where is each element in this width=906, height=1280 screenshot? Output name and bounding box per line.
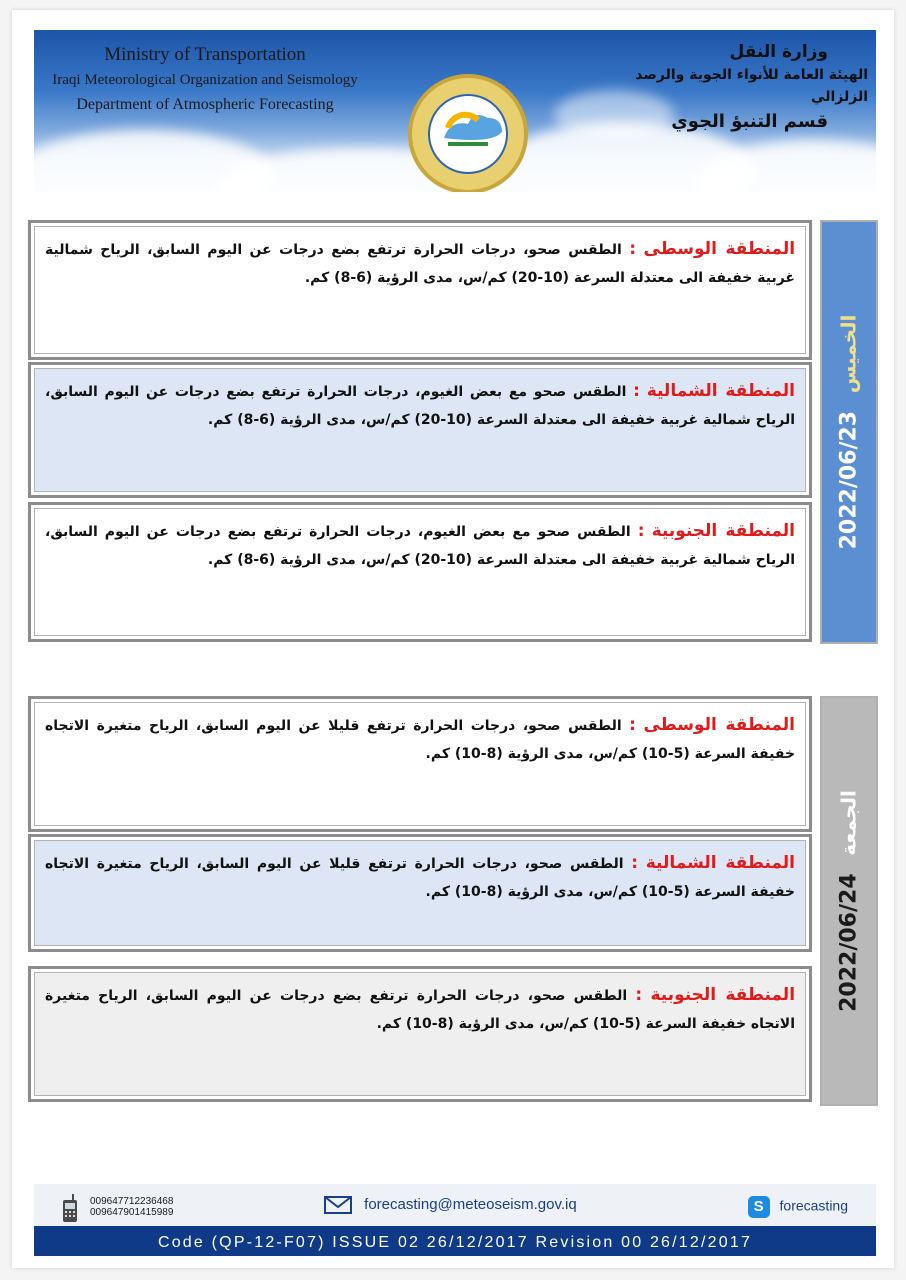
forecast-text: الطقس صحو مع بعض الغيوم، درجات الحرارة ترتفع بضع درجات عن اليوم السابق، الرياح شمالية غربية خفيفة الى معتدلة السرعة (10-20) كم/س، مدى الرؤية (6-8) كم. bbox=[45, 384, 795, 428]
region-text: المنطقة الجنوبية : الطقس صحو مع بعض الغيوم، درجات الحرارة ترتفع بضع درجات عن اليوم السابق، الرياح شمالية غربية خفيفة الى معتدلة السرعة (10-20) كم/س، مدى الرؤية (6-8) كم. bbox=[45, 521, 796, 568]
department-name-ar: قسم التنبؤ الجوي bbox=[671, 111, 828, 132]
region-title: المنطقة الجنوبية bbox=[650, 985, 796, 1005]
forecast-text: الطقس صحو، درجات الحرارة ترتفع بضع درجات عن اليوم السابق، الرياح شمالية غربية خفيفة الى معتدلة السرعة (10-20) كم/س، مدى الرؤية (6-8) كم. bbox=[45, 242, 795, 286]
header-arabic bbox=[608, 40, 868, 136]
header-banner bbox=[34, 30, 876, 192]
region-central-day2 bbox=[28, 696, 812, 832]
region-text: المنطقة الوسطى : الطقس صحو، درجات الحرارة ترتفع قليلا عن اليوم السابق، الرياح متغيرة الاتجاه خفيفة السرعة (5-10) كم/س، مدى الرؤية (8-10) كم. bbox=[45, 715, 795, 762]
phone-icon bbox=[60, 1194, 80, 1224]
footer bbox=[34, 1184, 876, 1256]
phone-number-2: 009647901415989 bbox=[90, 1207, 174, 1218]
skype-contact[interactable] bbox=[748, 1196, 848, 1218]
organization-name-en: Iraqi Meteorological Organization and Seismology bbox=[52, 72, 358, 88]
organization-name-ar: الهيئة العامة للأنواء الجوية والرصد الزلزالي bbox=[635, 67, 868, 105]
region-title: المنطقة الشمالية bbox=[646, 381, 796, 401]
region-title: المنطقة الشمالية bbox=[645, 853, 795, 873]
skype-icon: S bbox=[748, 1196, 770, 1218]
skype-name: forecasting bbox=[779, 1197, 848, 1214]
region-text: المنطقة الوسطى : الطقس صحو، درجات الحرارة ترتفع بضع درجات عن اليوم السابق، الرياح شمالية غربية خفيفة الى معتدلة السرعة (10-20) كم/س، مدى الرؤية (6-8) كم. bbox=[45, 239, 796, 286]
region-title: المنطقة الوسطى bbox=[643, 239, 796, 259]
mail-icon bbox=[324, 1196, 352, 1214]
region-title: المنطقة الجنوبية bbox=[651, 521, 796, 541]
day-date-label bbox=[837, 790, 862, 1012]
department-name-en: Department of Atmospheric Forecasting bbox=[76, 96, 334, 113]
forecast-text: الطقس صحو مع بعض الغيوم، درجات الحرارة ترتفع بضع درجات عن اليوم السابق، الرياح شمالية غربية خفيفة الى معتدلة السرعة (10-20) كم/س، مدى الرؤية (6-8) كم. bbox=[45, 524, 795, 568]
organization-logo bbox=[402, 68, 534, 192]
phone-number-1: 009647712236468 bbox=[90, 1196, 174, 1207]
day-name: الخميس bbox=[836, 314, 861, 394]
forecast-date: 2022/06/24 bbox=[836, 873, 862, 1012]
header-english bbox=[40, 42, 370, 118]
email-contact[interactable] bbox=[324, 1196, 577, 1214]
forecast-text: الطقس صحو، درجات الحرارة ترتفع قليلا عن اليوم السابق، الرياح متغيرة الاتجاه خفيفة السرعة (5-10) كم/س، مدى الرؤية (8-10) كم. bbox=[45, 856, 795, 900]
phone-numbers bbox=[64, 1196, 173, 1218]
ministry-name-en: Ministry of Transportation bbox=[104, 44, 306, 65]
forecast-text: الطقس صحو، درجات الحرارة ترتفع بضع درجات عن اليوم السابق، الرياح متغيرة الاتجاه خفيفة السرعة (5-10) كم/س، مدى الرؤية (8-10) كم. bbox=[45, 988, 795, 1032]
day-date-label bbox=[837, 315, 862, 550]
forecast-text: الطقس صحو، درجات الحرارة ترتفع قليلا عن اليوم السابق، الرياح متغيرة الاتجاه خفيفة السرعة (5-10) كم/س، مدى الرؤية (8-10) كم. bbox=[45, 718, 795, 762]
footer-contacts bbox=[34, 1184, 876, 1228]
region-central-day1 bbox=[28, 220, 812, 360]
region-south-day2 bbox=[28, 966, 812, 1102]
region-south-day1 bbox=[28, 502, 812, 642]
forecast-day-1 bbox=[28, 220, 880, 644]
day-name: الجمعة bbox=[836, 790, 861, 856]
region-north-day1 bbox=[28, 362, 812, 498]
region-north-day2 bbox=[28, 834, 812, 952]
forecast-day-2 bbox=[28, 696, 880, 1106]
region-text: المنطقة الجنوبية : الطقس صحو، درجات الحرارة ترتفع بضع درجات عن اليوم السابق، الرياح متغيرة الاتجاه خفيفة السرعة (5-10) كم/س، مدى الرؤية (8-10) كم. bbox=[45, 985, 796, 1032]
region-title: المنطقة الوسطى bbox=[643, 715, 795, 735]
day-side-label-1 bbox=[820, 220, 878, 644]
ministry-name-ar: وزارة النقل bbox=[729, 42, 828, 62]
region-text: المنطقة الشمالية : الطقس صحو مع بعض الغيوم، درجات الحرارة ترتفع بضع درجات عن اليوم السابق، الرياح شمالية غربية خفيفة الى معتدلة السرعة (10-20) كم/س، مدى الرؤية (6-8) كم. bbox=[45, 381, 796, 428]
email-address: forecasting@meteoseism.gov.iq bbox=[364, 1196, 577, 1213]
document-code: Code (QP-12-F07) ISSUE 02 26/12/2017 Revision 00 26/12/2017 bbox=[157, 1234, 753, 1251]
forecast-date: 2022/06/23 bbox=[836, 410, 862, 550]
day-side-label-2 bbox=[820, 696, 878, 1106]
region-text: المنطقة الشمالية : الطقس صحو، درجات الحرارة ترتفع قليلا عن اليوم السابق، الرياح متغيرة الاتجاه خفيفة السرعة (5-10) كم/س، مدى الرؤية (8-10) كم. bbox=[45, 853, 795, 900]
